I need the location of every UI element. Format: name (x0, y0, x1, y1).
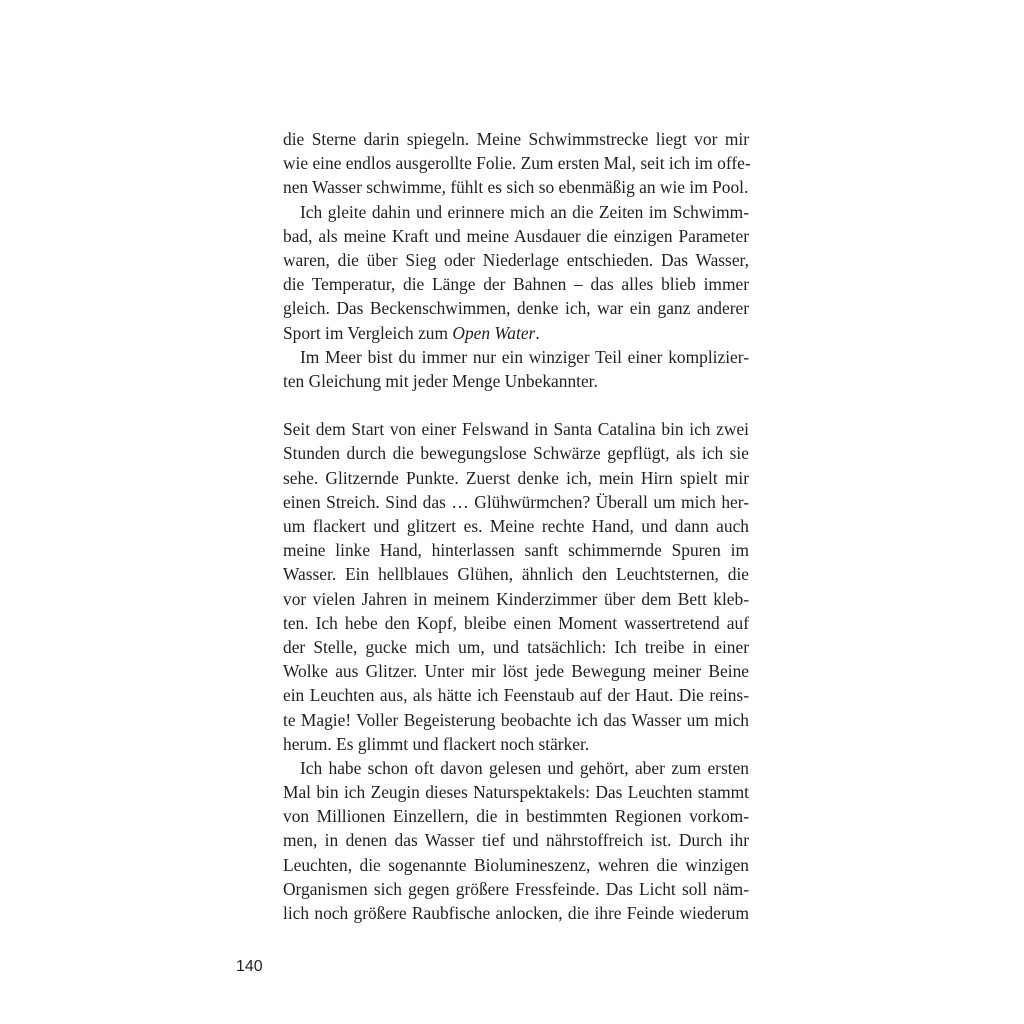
paragraph (283, 417, 749, 756)
text-line: nen Wasser schwimme, fühlt es sich so ebenmäßig an wie im Pool. (283, 177, 749, 198)
text-line: ten. Ich hebe den Kopf, bleibe einen Moment wassertretend auf (283, 612, 749, 633)
text-line: von Millionen Einzellern, die in bestimmten Regionen vorkom- (283, 806, 749, 827)
text-line: um flackert und glitzert es. Meine rechte Hand, und dann auch (283, 516, 749, 536)
text-run: Sport im Vergleich zum (283, 322, 453, 343)
text-line: Organismen sich gegen größere Fressfeinde. Das Licht soll näm- (283, 878, 749, 899)
text-line: Ich habe schon oft davon gelesen und gehört, aber zum ersten (300, 757, 749, 778)
text-run: . (535, 322, 540, 343)
text-line: Stunden durch die bewegungslose Schwärze gepflügt, als ich sie (283, 443, 749, 464)
text-line (283, 321, 749, 345)
text-line: Mal bin ich Zeugin dieses Naturspektakels: Das Leuchten stammt (283, 782, 749, 803)
text-line: te Magie! Voller Begeisterung beobachte ich das Wasser um mich (283, 709, 749, 730)
text-line: die Temperatur, die Länge der Bahnen – das alles blieb immer (283, 274, 749, 295)
text-line: ein Leuchten aus, als hätte ich Feenstaub auf der Haut. Die reins- (283, 685, 749, 706)
paragraph (283, 127, 749, 200)
section-break (283, 393, 749, 417)
text-line: die Sterne darin spiegeln. Meine Schwimmstrecke liegt vor mir (283, 129, 749, 149)
text-line: ten Gleichung mit jeder Menge Unbekannter. (283, 370, 598, 391)
text-line: Ich gleite dahin und erinnere mich an die Zeiten im Schwimm- (300, 201, 749, 222)
text-line: men, in denen das Wasser tief und nährstoffreich ist. Durch ihr (283, 830, 749, 851)
text-line: sehe. Glitzernde Punkte. Zuerst denke ich, mein Hirn spielt mir (283, 467, 749, 488)
text-line: Seit dem Start von einer Felswand in Santa Catalina bin ich zwei (283, 419, 749, 440)
text-line: Wolke aus Glitzer. Unter mir löst jede Bewegung meiner Beine (283, 661, 749, 682)
text-line: bad, als meine Kraft und meine Ausdauer die einzigen Parameter (283, 225, 749, 246)
paragraph (283, 200, 749, 345)
text-line: gleich. Das Beckenschwimmen, denke ich, war ein ganz anderer (283, 298, 749, 319)
text-line: vor vielen Jahren in meinem Kinderzimmer über dem Bett kleb- (283, 588, 749, 609)
page-number: 140 (236, 958, 263, 975)
body-text (283, 127, 749, 925)
text-line: wie eine endlos ausgerollte Folie. Zum ersten Mal, seit ich im offe- (283, 153, 751, 174)
text-line: waren, die über Sieg oder Niederlage entschieden. Das Wasser, (283, 249, 749, 270)
text-line: herum. Es glimmt und flackert noch stärker. (283, 733, 590, 754)
text-line: Im Meer bist du immer nur ein winziger Teil einer komplizier- (300, 346, 749, 367)
text-line: meine linke Hand, hinterlassen sanft schimmernde Spuren im (283, 540, 749, 561)
text-line: einen Streich. Sind das … Glühwürmchen? Überall um mich her- (283, 491, 749, 512)
text-line: Wasser. Ein hellblaues Glühen, ähnlich den Leuchtsternen, die (283, 564, 749, 585)
text-line: Leuchten, die sogenannte Biolumineszenz, wehren die winzigen (283, 854, 749, 875)
text-line: der Stelle, gucke mich um, und tatsächlich: Ich treibe in einer (283, 636, 749, 657)
paragraph (283, 756, 749, 925)
italic-term: Open Water (452, 322, 536, 343)
paragraph (283, 345, 749, 393)
text-line: lich noch größere Raubfische anlocken, die ihre Feinde wiederum (283, 903, 749, 923)
